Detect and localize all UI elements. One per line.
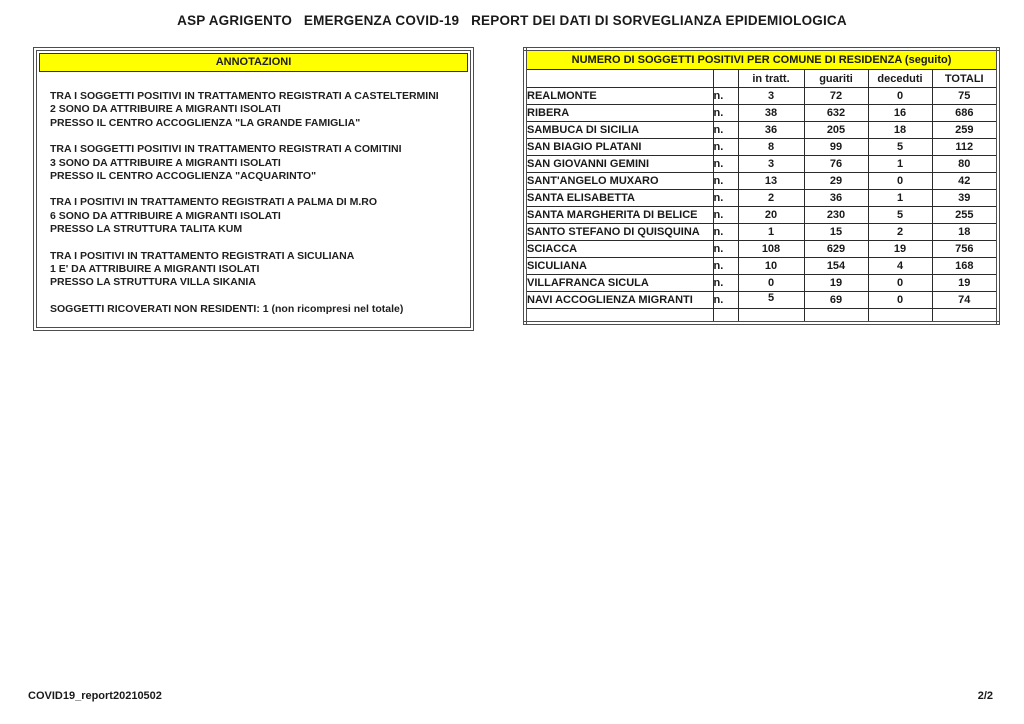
table-row [525,105,998,122]
value-cell: 19 [932,275,998,292]
value-cell: 38 [738,105,804,122]
value-cell: 108 [738,241,804,258]
value-cell: 0 [868,292,932,309]
annotation-paragraph [50,250,460,290]
value-cell: 18 [932,224,998,241]
value-cell: 76 [804,156,868,173]
comune-name-cell: SANTA ELISABETTA [525,190,713,207]
value-cell: 16 [868,105,932,122]
footer-filename: COVID19_report20210502 [28,690,162,702]
table-column-header-row [525,70,998,88]
annotation-paragraph [50,196,460,236]
empty-cell [868,309,932,324]
empty-cell [713,309,738,324]
table-row [525,88,998,105]
empty-cell [738,309,804,324]
value-cell: 0 [738,275,804,292]
comune-name-cell: SANT'ANGELO MUXARO [525,173,713,190]
comune-name-cell: VILLAFRANCA SICULA [525,275,713,292]
value-cell: 13 [738,173,804,190]
comune-name-cell: RIBERA [525,105,713,122]
unit-label-cell: n. [713,88,738,105]
comune-name-cell: REALMONTE [525,88,713,105]
table-row [525,173,998,190]
value-cell: 8 [738,139,804,156]
value-cell: 29 [804,173,868,190]
table-title: NUMERO DI SOGGETTI POSITIVI PER COMUNE DI RESIDENZA (seguito) [525,49,998,70]
annotation-line: SOGGETTI RICOVERATI NON RESIDENTI: 1 (non ricompresi nel totale) [50,302,404,315]
value-cell: 5 [868,139,932,156]
value-cell: 0 [868,88,932,105]
value-cell: 5 [868,207,932,224]
table-row [525,275,998,292]
unit-label-cell: n. [713,173,738,190]
comune-name-cell: SAMBUCA DI SICILIA [525,122,713,139]
table-row [525,122,998,139]
annotation-line: TRA I SOGGETTI POSITIVI IN TRATTAMENTO REGISTRATI A COMITINI [50,143,402,156]
table-row [525,224,998,241]
unit-label-cell: n. [713,156,738,173]
annotation-paragraph [50,303,460,316]
value-cell: 99 [804,139,868,156]
column-header-deceduti: deceduti [868,70,932,88]
empty-row [525,309,998,324]
value-cell: 5 [738,292,804,309]
value-cell: 112 [932,139,998,156]
annotation-line: 6 SONO DA ATTRIBUIRE A MIGRANTI ISOLATI [50,209,281,222]
comune-name-cell: NAVI ACCOGLIENZA MIGRANTI [525,292,713,309]
unit-label-cell: n. [713,292,738,309]
annotation-line: PRESSO LA STRUTTURA TALITA KUM [50,223,243,236]
value-cell: 3 [738,88,804,105]
value-cell: 1 [738,224,804,241]
table-row [525,156,998,173]
value-cell: 686 [932,105,998,122]
value-cell: 72 [804,88,868,105]
annotation-line: PRESSO IL CENTRO ACCOGLIENZA "LA GRANDE FAMIGLIA" [50,116,361,129]
value-cell: 230 [804,207,868,224]
annotation-line: 1 E' DA ATTRIBUIRE A MIGRANTI ISOLATI [50,263,260,276]
empty-cell [525,309,713,324]
footer-page-number: 2/2 [977,690,993,702]
value-cell: 42 [932,173,998,190]
column-header-blank [713,70,738,88]
comune-name-cell: SICULIANA [525,258,713,275]
annotation-line: TRA I POSITIVI IN TRATTAMENTO REGISTRATI A SICULIANA [50,249,355,262]
value-cell: 15 [804,224,868,241]
unit-label-cell: n. [713,224,738,241]
annotation-paragraph [50,90,460,130]
value-cell: 168 [932,258,998,275]
table-row [525,241,998,258]
value-cell: 2 [738,190,804,207]
value-cell: 36 [738,122,804,139]
comune-name-cell: SCIACCA [525,241,713,258]
value-cell: 10 [738,258,804,275]
value-cell: 1 [868,190,932,207]
empty-cell [804,309,868,324]
value-cell: 80 [932,156,998,173]
empty-cell [932,309,998,324]
value-cell: 629 [804,241,868,258]
comune-name-cell: SAN BIAGIO PLATANI [525,139,713,156]
value-cell: 259 [932,122,998,139]
column-header-totali: TOTALI [932,70,998,88]
value-cell: 19 [804,275,868,292]
comuni-table-body [525,49,998,323]
column-header-blank [525,70,713,88]
comuni-table-container [523,47,996,325]
table-row [525,190,998,207]
value-cell: 2 [868,224,932,241]
annotations-body [37,72,470,316]
annotation-line: 2 SONO DA ATTRIBUIRE A MIGRANTI ISOLATI [50,103,281,116]
value-cell: 75 [932,88,998,105]
value-cell: 1 [868,156,932,173]
unit-label-cell: n. [713,190,738,207]
annotation-line: PRESSO IL CENTRO ACCOGLIENZA "ACQUARINTO" [50,170,317,183]
table-row [525,207,998,224]
table-row [525,258,998,275]
comune-name-cell: SAN GIOVANNI GEMINI [525,156,713,173]
value-cell: 154 [804,258,868,275]
unit-label-cell: n. [713,275,738,292]
unit-label-cell: n. [713,122,738,139]
unit-label-cell: n. [713,105,738,122]
annotation-line: TRA I SOGGETTI POSITIVI IN TRATTAMENTO REGISTRATI A CASTELTERMINI [50,90,439,102]
value-cell: 4 [868,258,932,275]
value-cell: 632 [804,105,868,122]
annotation-line: 3 SONO DA ATTRIBUIRE A MIGRANTI ISOLATI [50,156,281,169]
page-title: ASP AGRIGENTO EMERGENZA COVID-19 REPORT DEI DATI DI SORVEGLIANZA EPIDEMIOLOGICA [177,13,847,28]
column-header-in-tratt: in tratt. [738,70,804,88]
value-cell: 20 [738,207,804,224]
annotations-box [33,47,474,331]
value-cell: 74 [932,292,998,309]
annotation-line: PRESSO LA STRUTTURA VILLA SIKANIA [50,276,256,289]
column-header-guariti: guariti [804,70,868,88]
value-cell: 19 [868,241,932,258]
table-row [525,139,998,156]
value-cell: 0 [868,275,932,292]
value-cell: 255 [932,207,998,224]
value-cell: 0 [868,173,932,190]
value-cell: 205 [804,122,868,139]
unit-label-cell: n. [713,207,738,224]
value-cell: 39 [932,190,998,207]
table-title-row [525,49,998,70]
unit-label-cell: n. [713,258,738,275]
value-cell: 69 [804,292,868,309]
table-row [525,292,998,309]
value-cell: 18 [868,122,932,139]
comune-name-cell: SANTA MARGHERITA DI BELICE [525,207,713,224]
comuni-table [523,47,1000,325]
annotation-paragraph [50,143,460,183]
annotation-line: TRA I POSITIVI IN TRATTAMENTO REGISTRATI A PALMA DI M.RO [50,196,378,209]
value-cell: 3 [738,156,804,173]
unit-label-cell: n. [713,139,738,156]
value-cell: 756 [932,241,998,258]
comune-name-cell: SANTO STEFANO DI QUISQUINA [525,224,713,241]
value-cell: 36 [804,190,868,207]
annotations-header: ANNOTAZIONI [39,53,468,72]
unit-label-cell: n. [713,241,738,258]
